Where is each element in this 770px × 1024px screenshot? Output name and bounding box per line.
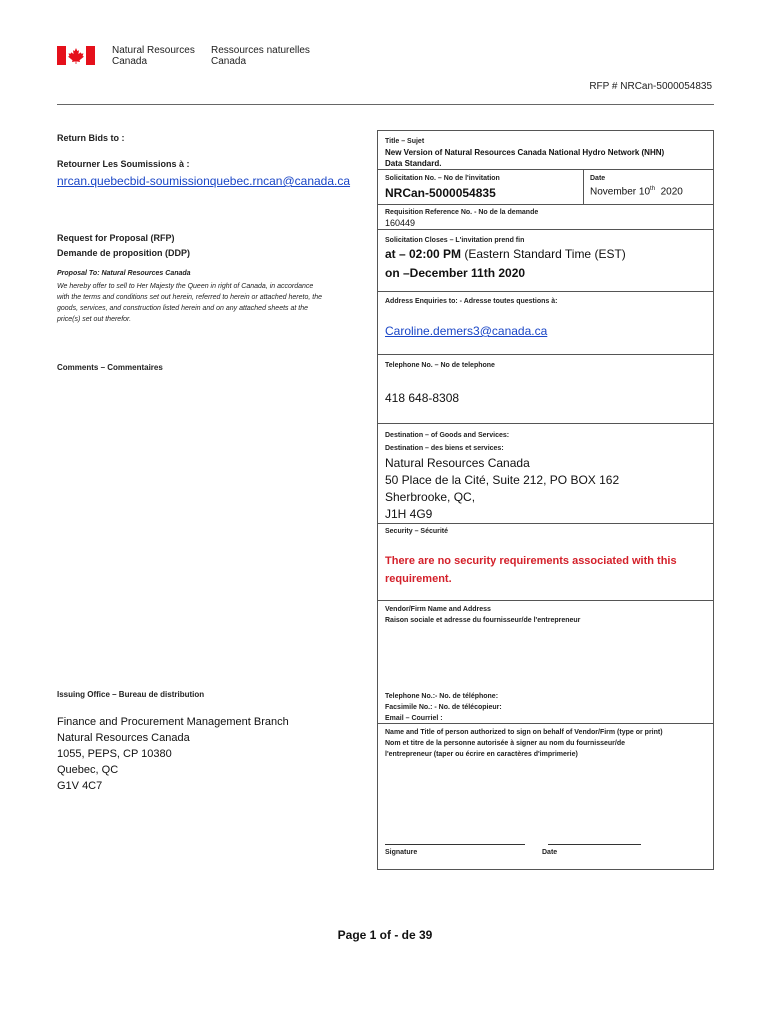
signature-line <box>385 844 525 845</box>
department-name-en: Natural Resources Canada <box>112 45 195 67</box>
vendor-email-label: Email – Courriel : <box>385 715 443 722</box>
date-line <box>548 844 641 845</box>
issuing-office-address: Finance and Procurement Management Branch Natural Resources Canada 1055, PEPS, CP 10380 Quebec, QC G1V 4C7 <box>57 716 289 792</box>
closes-time: at – 02:00 PM (Eastern Standard Time (EST) <box>385 247 626 261</box>
offer-paragraph: We hereby offer to sell to Her Majesty the Queen in right of Canada, in accordance with the terms and conditions set out herein, referred to herein or attached hereto, the goods, services, and construction listed herein and on any attached sheets at the price(s) set out therefor. <box>57 283 322 323</box>
vendor-label-en: Vendor/Firm Name and Address <box>385 606 491 613</box>
telephone-label: Telephone No. – No de telephone <box>385 362 495 369</box>
name-title-label: Name and Title of person authorized to sign on behalf of Vendor/Firm (type or print) Nom et titre de la personne autorisée à signer au nom du fournisseur/de l'entrepreneur (taper ou écrire en caractères d'imprimerie) <box>385 729 663 758</box>
solicitation-label: Solicitation No. – No de l'invitation <box>385 175 500 182</box>
solicitation-box <box>377 130 714 870</box>
closes-label: Solicitation Closes – L'invitation prend fin <box>385 237 525 244</box>
canada-flag-icon <box>57 46 95 65</box>
closes-date: on –December 11th 2020 <box>385 266 526 280</box>
signature-label: Signature <box>385 849 418 856</box>
requisition-label: Requisition Reference No. - No de la demande <box>385 209 539 216</box>
header-divider <box>57 104 714 105</box>
address-enquiries-label: Address Enquiries to: - Adresse toutes questions à: <box>385 298 558 305</box>
destination-label-fr: Destination – des biens et services: <box>385 445 504 452</box>
rfp-number-header: RFP # NRCan-5000054835 <box>589 81 712 92</box>
title-value: New Version of Natural Resources Canada National Hydro Network (NHN) Data Standard. <box>385 148 665 168</box>
vendor-phone-label: Telephone No.:- No. de téléphone: <box>385 693 499 700</box>
date-label: Date <box>590 175 606 182</box>
department-name-fr: Ressources naturelles Canada <box>211 45 310 67</box>
proposal-to: Proposal To: Natural Resources Canada <box>57 270 191 277</box>
destination-label-en: Destination – of Goods and Services: <box>385 432 510 439</box>
solicitation-number: NRCan-5000054835 <box>385 186 496 200</box>
return-bids-label: Return Bids to : <box>57 133 125 143</box>
date-value: November 10th 2020 <box>590 186 683 198</box>
issuing-office-label: Issuing Office – Bureau de distribution <box>57 690 205 699</box>
date-signature-label: Date <box>542 849 558 856</box>
telephone-value: 418 648-8308 <box>385 391 460 405</box>
enquiry-email-link[interactable]: Caroline.demers3@canada.ca <box>385 324 548 338</box>
retourner-label: Retourner Les Soumissions à : <box>57 159 190 169</box>
security-statement: There are no security requirements associated with this requirement. <box>385 555 677 585</box>
vendor-fax-label: Facsimile No.: - No. de télécopieur: <box>385 704 502 711</box>
page-number: Page 1 of - de 39 <box>337 928 433 942</box>
destination-address: Natural Resources Canada 50 Place de la Cité, Suite 212, PO BOX 162 Sherbrooke, QC, J1H 4G9 <box>385 456 620 521</box>
comments-label: Comments – Commentaires <box>57 363 163 372</box>
security-label: Security – Sécurité <box>385 528 449 535</box>
rfp-title-en: Request for Proposal (RFP) <box>57 233 175 243</box>
title-label: Title – Sujet <box>385 138 425 145</box>
requisition-number: 160449 <box>385 218 416 228</box>
vendor-label-fr: Raison sociale et adresse du fournisseur/de l'entrepreneur <box>385 617 581 624</box>
rfp-title-fr: Demande de proposition (DDP) <box>57 248 191 258</box>
return-email-link[interactable]: nrcan.quebecbid-soumissionquebec.rncan@canada.ca <box>57 174 351 188</box>
